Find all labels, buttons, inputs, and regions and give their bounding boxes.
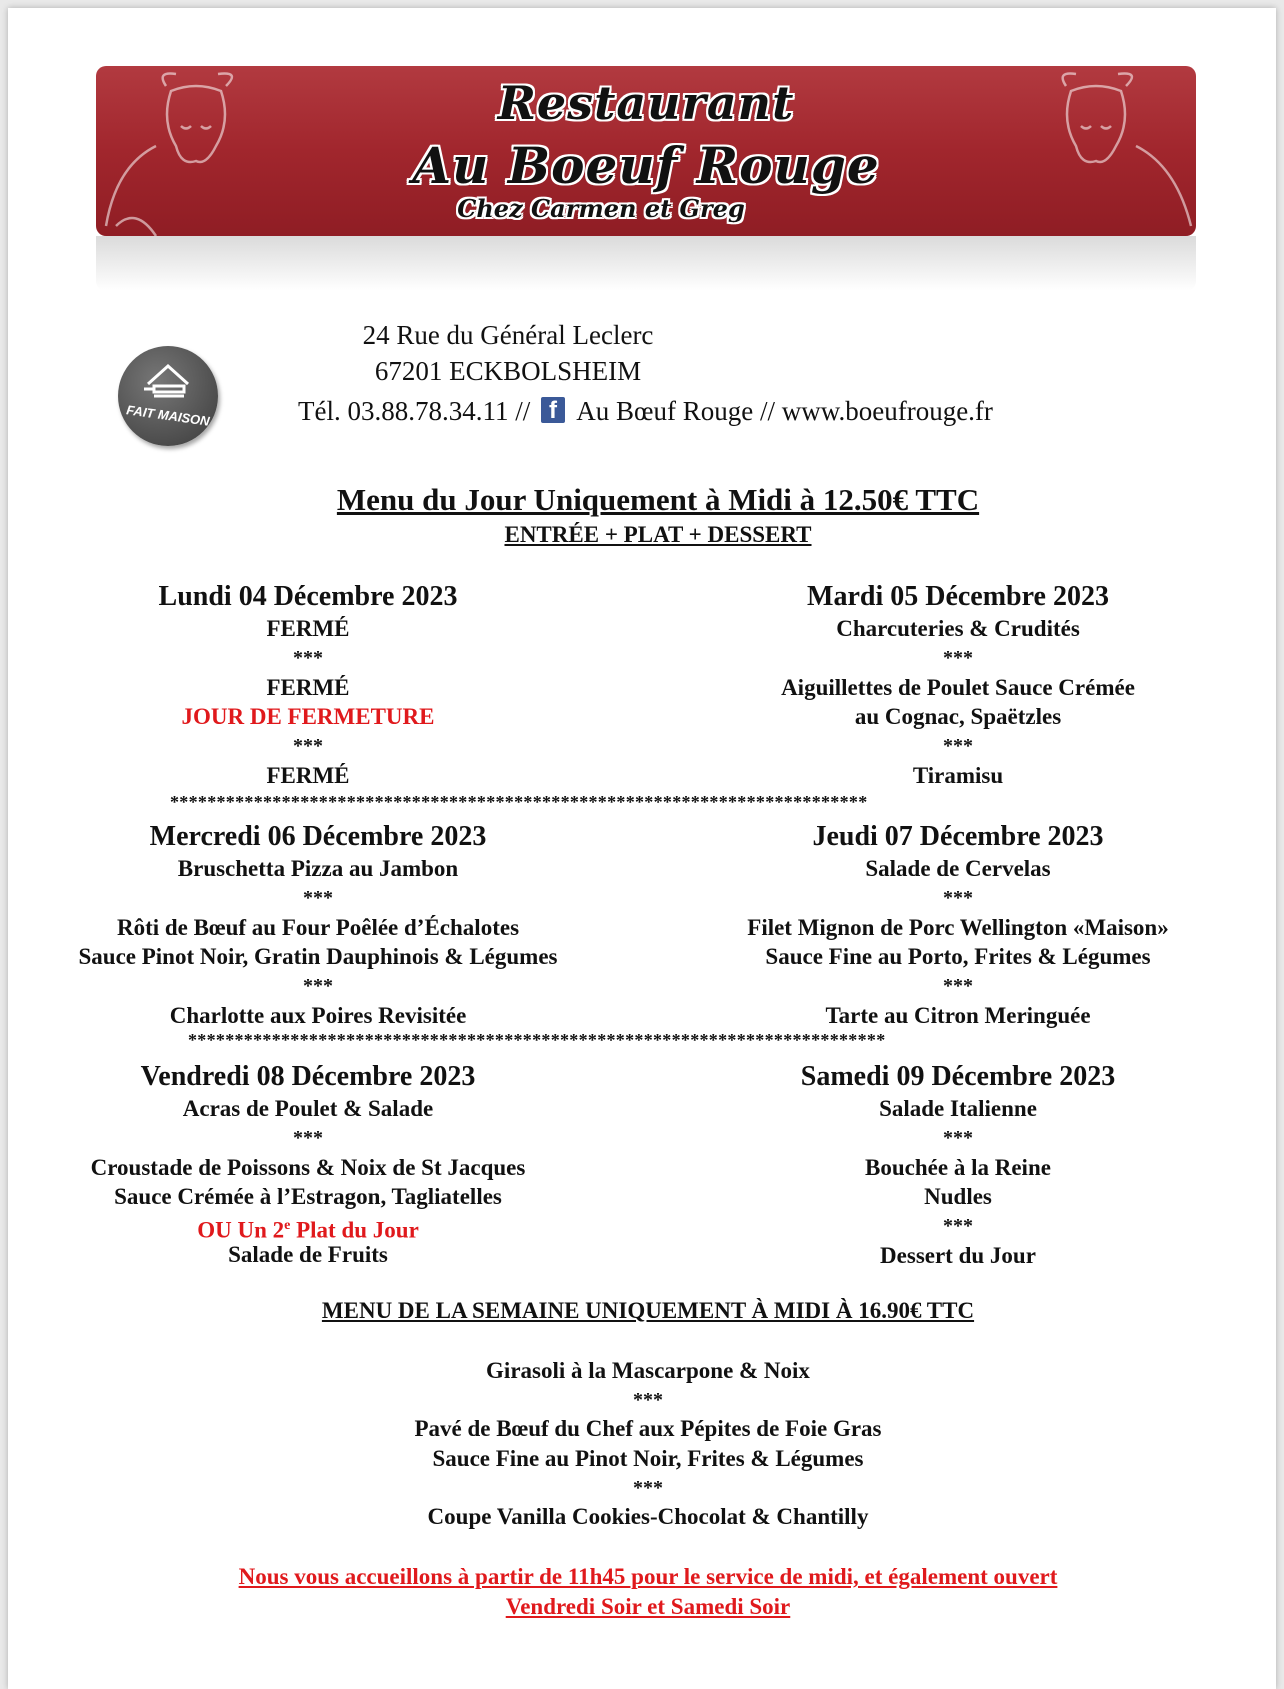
stars: ***	[303, 975, 333, 997]
restaurant-name: Au Boeuf Rouge	[412, 136, 880, 195]
entree: Salade de Cervelas	[865, 856, 1051, 881]
entree: Girasoli à la Mascarpone & Noix	[486, 1358, 810, 1383]
stars: ***	[293, 735, 323, 757]
stars: ***	[943, 735, 973, 757]
entree: Charcuteries & Crudités	[836, 616, 1080, 641]
day-heading: Vendredi 08 Décembre 2023	[140, 1061, 476, 1092]
dessert: Tarte au Citron Meringuée	[825, 1003, 1091, 1028]
plat-line-2: Sauce Crémée à l’Estragon, Tagliatelles	[114, 1184, 502, 1209]
plat-line-2: Sauce Fine au Pinot Noir, Frites & Légumes	[432, 1446, 864, 1471]
day-heading: Lundi 04 Décembre 2023	[158, 581, 458, 612]
day-mardi	[708, 580, 1208, 790]
fait-maison-badge	[118, 346, 218, 446]
dessert: Tiramisu	[912, 763, 1004, 788]
menu-page	[8, 8, 1276, 1689]
separator-1: ***************************************************************************	[170, 792, 868, 812]
day-samedi	[728, 1060, 1188, 1270]
alternative-plat-prefix: OU Un 2	[197, 1217, 285, 1243]
entree: Salade Italienne	[879, 1096, 1037, 1121]
stars: ***	[633, 1389, 663, 1411]
social-links[interactable]: Au Bœuf Rouge // www.boeufrouge.fr	[576, 396, 993, 426]
plat: FERMÉ	[266, 675, 350, 700]
entree: Acras de Poulet & Salade	[182, 1096, 434, 1121]
restaurant-label: Restaurant	[497, 76, 795, 130]
stars: ***	[943, 975, 973, 997]
stars: ***	[943, 887, 973, 909]
separator-2: ***************************************************************************	[188, 1030, 886, 1050]
phone-number: Tél. 03.88.78.34.11 //	[298, 396, 531, 426]
dessert: Coupe Vanilla Cookies-Chocolat & Chantilly	[427, 1504, 869, 1529]
day-vendredi	[38, 1060, 578, 1269]
menu-du-jour-subtitle: ENTRÉE + PLAT + DESSERT	[504, 522, 812, 547]
dessert: Dessert du Jour	[880, 1243, 1036, 1268]
plat-line-1: Filet Mignon de Porc Wellington «Maison»	[747, 915, 1169, 940]
address-city: 67201 ECKBOLSHEIM	[374, 356, 642, 386]
stars: ***	[293, 1127, 323, 1149]
plat-line-1: Aiguillettes de Poulet Sauce Crémée	[781, 675, 1135, 700]
menu-du-jour-title: Menu du Jour Uniquement à Midi à 12.50€ TTC	[336, 482, 980, 517]
plat-line-2: Sauce Pinot Noir, Gratin Dauphinois & Légumes	[78, 944, 558, 969]
opening-notice-line-1: Nous vous accueillons à partir de 11h45 pour le service de midi, et également ouvert	[238, 1564, 1058, 1589]
day-heading: Mercredi 06 Décembre 2023	[149, 821, 487, 852]
dessert: FERMÉ	[266, 763, 350, 788]
plat-line-2: Sauce Fine au Porto, Frites & Légumes	[765, 944, 1151, 969]
alternative-plat-suffix: Plat du Jour	[290, 1217, 419, 1243]
day-mercredi	[38, 820, 598, 1030]
stars: ***	[943, 1127, 973, 1149]
plat-line-1: Pavé de Bœuf du Chef aux Pépites de Foie Gras	[414, 1416, 882, 1441]
alternative-plat-superscript: e	[284, 1218, 291, 1233]
stars: ***	[303, 887, 333, 909]
dessert: Charlotte aux Poires Revisitée	[169, 1003, 467, 1028]
day-lundi	[98, 580, 518, 790]
plat-line-1: Rôti de Bœuf au Four Poêlée d’Échalotes	[116, 915, 520, 940]
contact-line	[298, 396, 1088, 427]
stars: ***	[633, 1477, 663, 1499]
stars: ***	[293, 647, 323, 669]
menu-semaine	[208, 1356, 1088, 1532]
plat-line-2: Nudles	[924, 1184, 992, 1209]
alternative-plat	[38, 1211, 578, 1243]
day-heading: Jeudi 07 Décembre 2023	[812, 821, 1104, 852]
stars: ***	[943, 1215, 973, 1237]
facebook-icon[interactable]: f	[541, 397, 565, 423]
banner-reflection	[96, 236, 1196, 291]
restaurant-tagline: Chez Carmen et Greg	[457, 194, 745, 223]
day-jeudi	[698, 820, 1218, 1030]
menu-semaine-title: MENU DE LA SEMAINE UNIQUEMENT À MIDI À 16.90€ TTC	[321, 1298, 975, 1323]
address-street: 24 Rue du Général Leclerc	[362, 320, 654, 350]
entree: FERMÉ	[266, 616, 350, 641]
stars: ***	[943, 647, 973, 669]
closed-note: JOUR DE FERMETURE	[181, 704, 435, 729]
dessert: Salade de Fruits	[228, 1242, 388, 1267]
plat-line-1: Croustade de Poissons & Noix de St Jacques	[90, 1155, 526, 1180]
day-heading: Samedi 09 Décembre 2023	[800, 1061, 1116, 1092]
header-banner	[96, 66, 1196, 236]
entree: Bruschetta Pizza au Jambon	[177, 856, 459, 881]
badge-label: FAIT MAISON	[125, 402, 211, 429]
plat-line-2: au Cognac, Spaëtzles	[854, 704, 1062, 729]
house-pan-icon	[142, 362, 194, 408]
opening-notice-line-2: Vendredi Soir et Samedi Soir	[505, 1594, 791, 1619]
plat-line-1: Bouchée à la Reine	[865, 1155, 1051, 1180]
day-heading: Mardi 05 Décembre 2023	[807, 581, 1109, 612]
